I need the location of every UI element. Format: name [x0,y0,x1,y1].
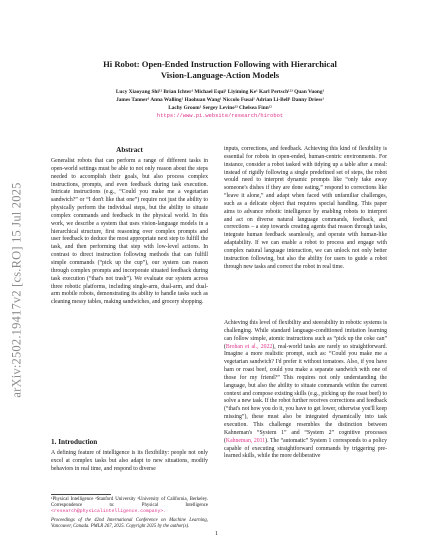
authors-line-3: Lachy Groom¹ Sergey Levine¹³ Chelsea Finn¹² [168,105,272,111]
project-url-link[interactable]: https://www.pi.website/research/hirobot [156,113,284,119]
footnote-rule [51,494,111,495]
footnotes [51,497,208,532]
introduction-body [51,450,208,480]
right-column-paragraph-2 [224,320,387,467]
paper-title [40,59,400,81]
footnote-affiliation: ¹Physical Intelligence ²Stanford University ³University of California, Berkeley. Correspondence to: Physical Intelligence <research@physicalintelligence.company>. [51,497,208,515]
footnote-proceedings: Proceedings of the 42nd International Conference on Machine Learning, Vancouver, Canada. PMLR 267, 2025. Copyright 2025 by the author(s). [51,517,208,529]
abstract-heading: Abstract [116,146,143,154]
title-line-2: Vision-Language-Action Models [160,70,280,80]
author-list [50,88,390,112]
title-line-1: Hi Robot: Open-Ended Instruction Following with Hierarchical [103,59,337,69]
contact-email-link[interactable]: <research@physicalintelligence.company>. [51,509,167,515]
authors-line-1: Lucy Xiaoyang Shi¹² Brian Ichter¹ Michael Equi¹ Liyiming Ke¹ Karl Pertsch¹²³ Quan Vuong¹ [115,89,325,95]
abstract-text: Generalist robots that can perform a range of different tasks in open-world settings must be able to not only reason about the steps needed to accomplish their goals, but also process complex instructions, prompts, and even feedback during task execution. Intricate instructions (e.g., “Could you make me a vegetarian sandwich?” or “I don't like that one”) require not just the ability to physically perform the individual steps, but the ability to situate complex commands and feedback in the physical world. In this work, we describe a system that uses vision-language models in a hierarchical structure, first reasoning over complex prompts and user feedback to deduce the most appropriate next step to fulfill the task, and then performing that step with low-level actions. In contrast to direct instruction following methods that can fulfill simple commands (“pick up the cup”), our system can reason through complex prompts and incorporate situated feedback during task execution (“that's not trash”). We evaluate our system across three robotic platforms, including single-arm, dual-arm, and dual-arm mobile robots, demonstrating its ability to handle tasks such as cleaning messy tables, making sandwiches, and grocery shopping. [51,158,208,306]
section-heading-introduction: 1. Introduction [51,438,98,446]
citation-kahneman-link[interactable]: Kahneman, 2011 [225,437,266,444]
citation-brohan-link[interactable]: Brohan et al., 2022 [225,343,273,350]
intro-paragraph-2: Achieving this level of flexibility and steerability in robotic systems is challenging. While standard language-conditioned imitation learning can follow simple, atomic instructions such as “pick up the coke can” (Brohan et al., 2022), real-world tasks are rarely so straightforward. Imagine a more realistic prompt, such as: “Could you make me a vegetarian sandwich? I'd prefer it without tomatoes. Also, if you have ham or roast beef, could you make a separate sandwich with one of those for my friend?” This requires not only understanding the language, but also the ability to situate commands within the current context and compose existing skills (e.g., picking up the roast beef) to solve a new task. If the robot further receives corrections and feedback (“that's not how you do it, you have to get lower, otherwise you'll keep missing”), these must also be integrated dynamically into task execution. This challenge resembles the distinction between Kahneman's “System 1” and “System 2” cognitive processes (Kahneman, 2011). The “automatic” System 1 corresponds to a policy capable of executing straightforward commands by triggering pre-learned skills, while the more deliberative [224,320,387,460]
page-number: 1 [215,531,218,537]
authors-line-2: James Tanner¹ Anna Walling¹ Haohuan Wang¹ Niccolo Fusai¹ Adrian Li-Bell¹ Danny Driess¹ [116,97,324,103]
intro-paragraph: A defining feature of intelligence is its flexibility: people not only excel at complex tasks but also adapt to new situations, modify behaviors in real time, and respond to diverse [51,450,208,472]
right-column-paragraph-1 [224,146,387,278]
arxiv-stamp: arXiv:2502.19417v2 [cs.RO] 15 Jul 2025 [9,182,24,398]
abstract-body [51,158,208,313]
intro-paragraph-continued: inputs, corrections, and feedback. Achieving this kind of flexibility is essential for robots in open-ended, human-centric environments. For instance, consider a robot tasked with tidying up a table after a meal: instead of rigidly following a single predefined set of steps, the robot would need to interpret dynamic prompts like “only take away someone's dishes if they are done eating,” respond to corrections like “leave it alone,” and adapt when faced with unfamiliar challenges, such as a delicate object that requires special handling. This paper aims to advance robotic intelligence by enabling robots to interpret and act on diverse natural language commands, feedback, and corrections – a step towards creating agents that reason through tasks, integrate human feedback seamlessly, and operate with human-like adaptability. If we can enable a robot to process and engage with complex natural language interaction, we can unlock not only better instruction following, but also the ability for users to guide a robot through new tasks and correct the robot in real time. [224,146,387,270]
